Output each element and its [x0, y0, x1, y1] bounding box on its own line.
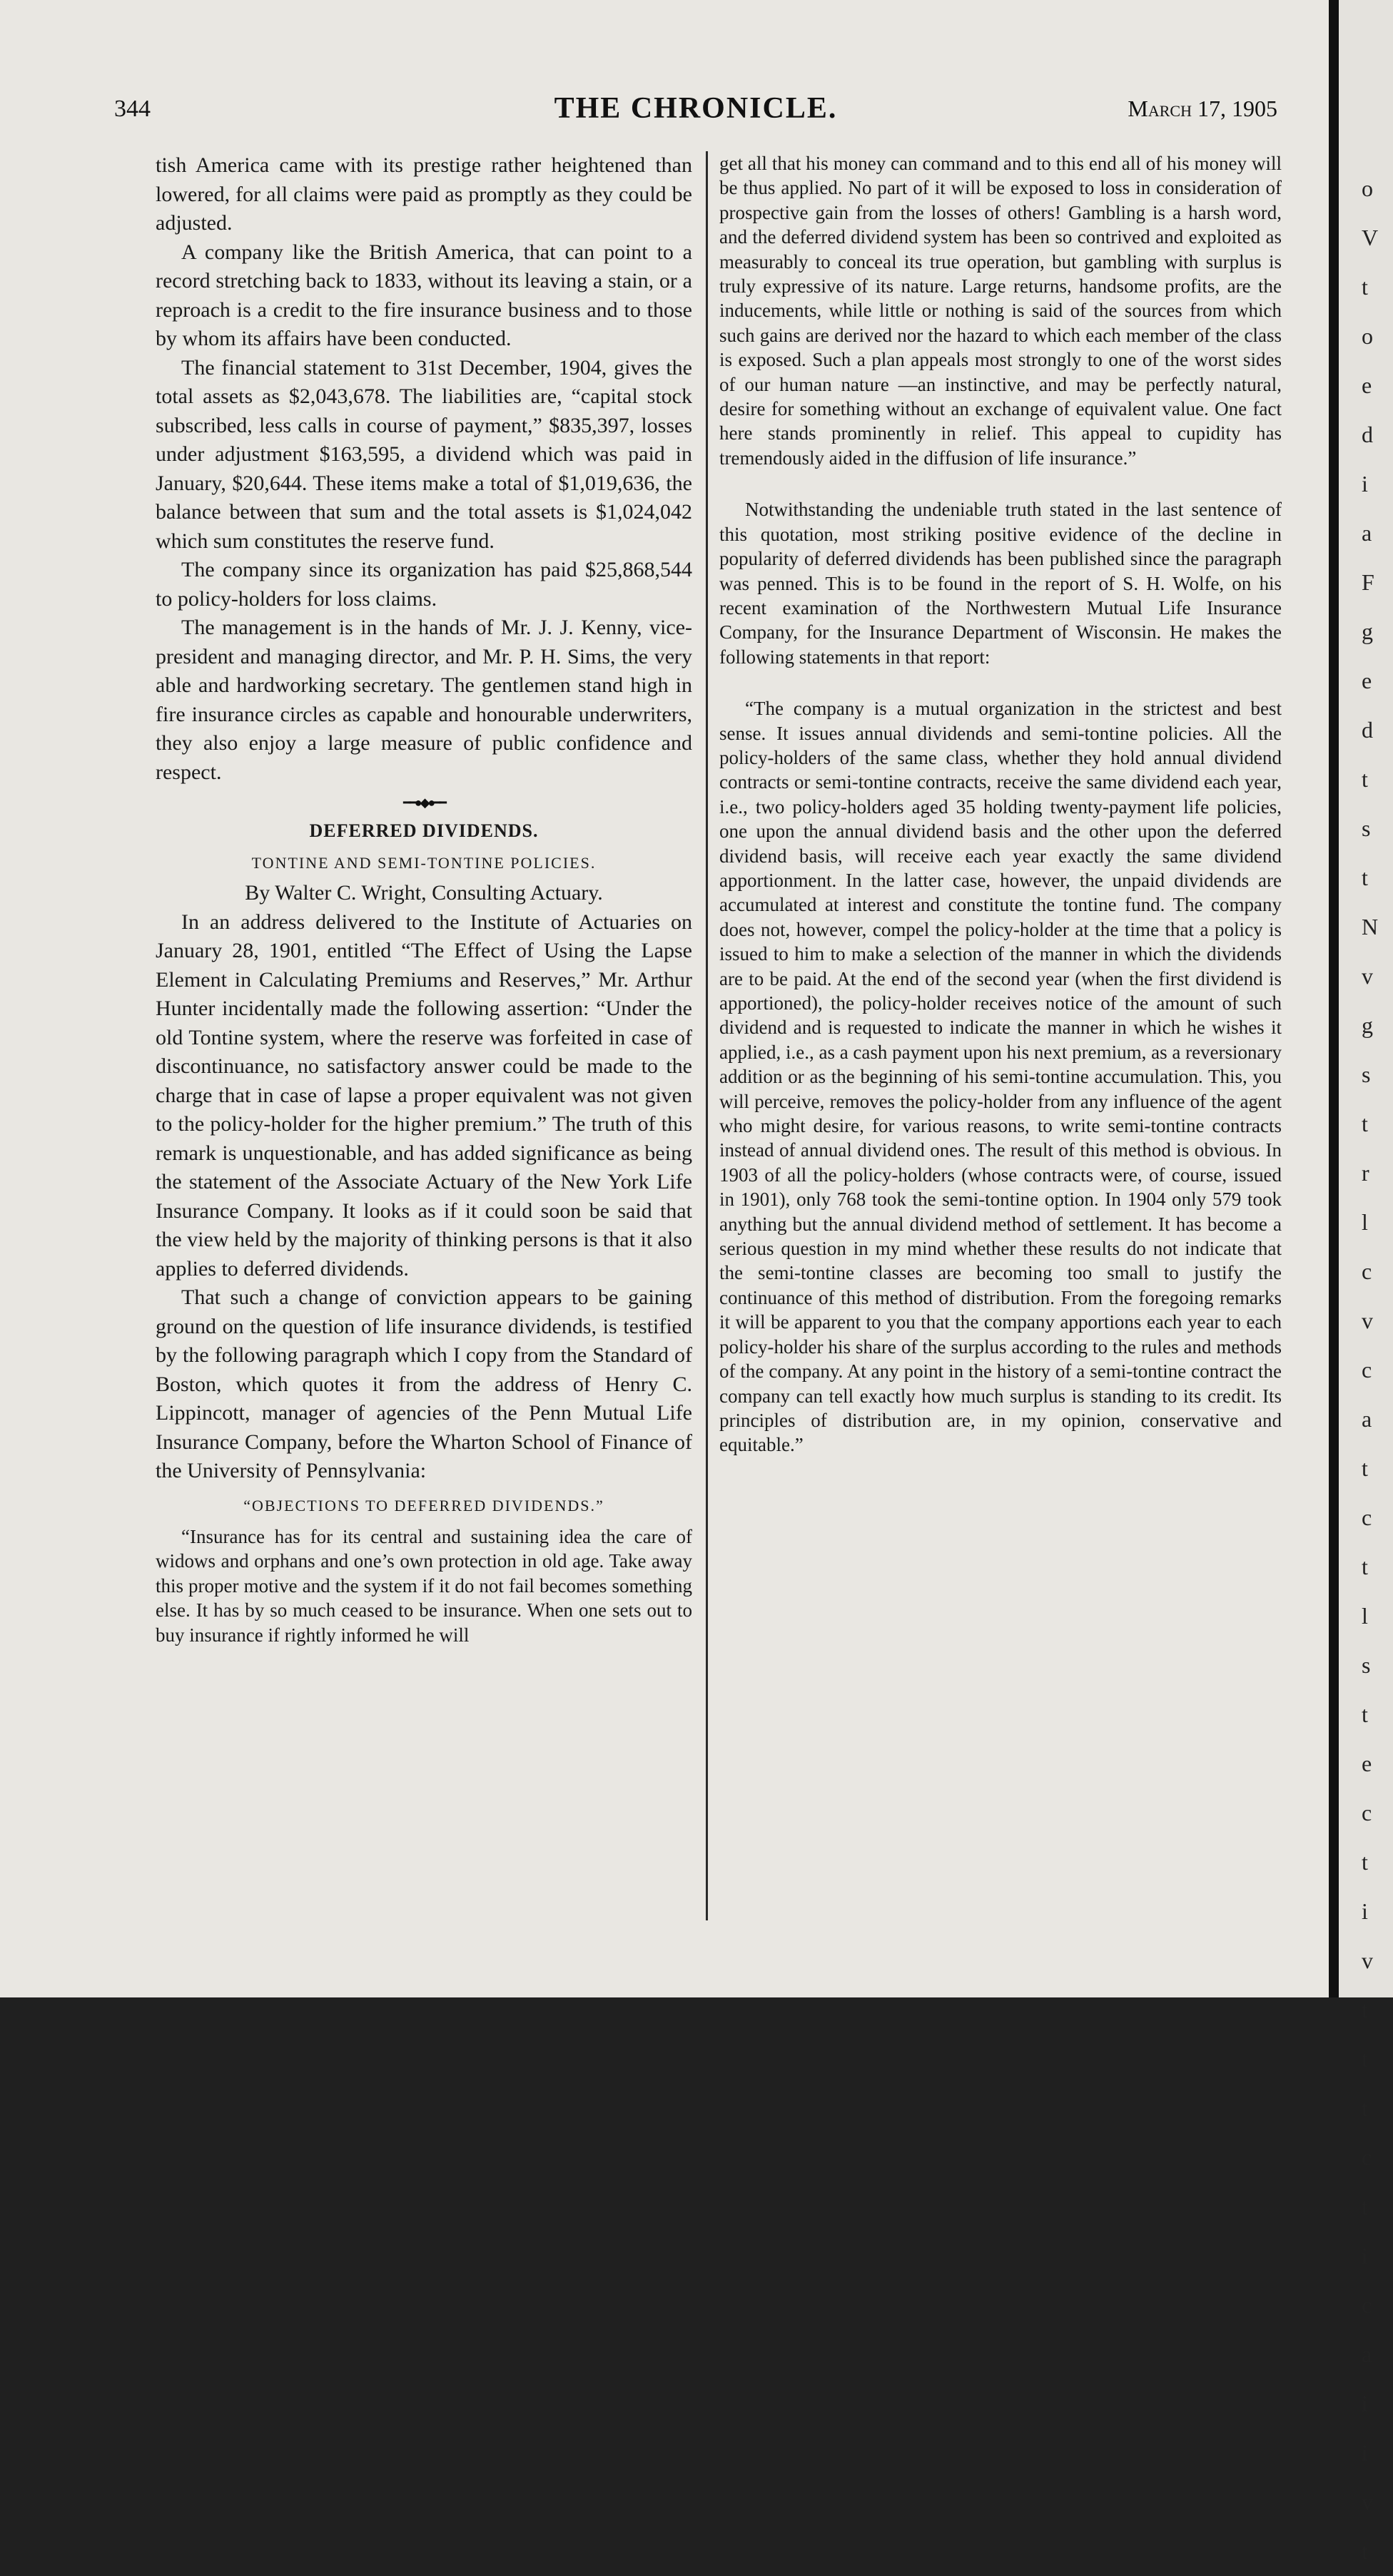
- edge-letter: t: [1362, 1701, 1368, 1727]
- edge-letter: g: [1362, 618, 1373, 644]
- edge-letter: c: [1362, 2292, 1372, 2318]
- edge-letter: r: [1362, 1160, 1369, 1186]
- paragraph: The management is in the hands of Mr. J. J. Kenny, vice-president and managing director, and Mr. P. H. Sims, the very able and hardworking secretary. The gentlemen stand high in fire insurance circles as capable and honourable underwriters, they also enjoy a large measure of public confidence and respect.: [156, 616, 692, 784]
- left-column: [156, 151, 692, 1647]
- edge-letter: v: [1362, 1308, 1373, 1333]
- edge-letter: c: [1362, 1505, 1372, 1530]
- edge-letter: F: [1362, 569, 1374, 595]
- section-ornament: ━━●◆●━━: [403, 795, 445, 810]
- edge-letter: a: [1362, 1406, 1372, 1432]
- column-divider: [706, 151, 708, 1920]
- paragraph: tish America came with its prestige rather heightened than lowered, for all claims were paid as promptly as they could be adjusted.: [156, 153, 692, 235]
- right-column: [719, 151, 1282, 1457]
- paragraph: Notwithstanding the undeniable truth stated in the last sentence of this quotation, most striking positive evidence of the decline in popularity of deferred dividends has been published since the paragraph was penned. This is to be found in the report of S. H. Wolfe, on his recent examination of the Northwestern Mutual Life Insurance Company, for the Insurance Department of Wisconsin. He makes the following statements in that report:: [719, 499, 1282, 668]
- edge-letter: i: [1362, 1898, 1368, 1924]
- quoted-paragraph: “The company is a mutual organization in the strictest and best sense. It issues annual dividends and semi-tontine policies. All the policy-holders of the same class, whether they hold annual dividend contracts or semi-tontine contracts, receive the same dividend each year, i.e., two policy-holders aged 35 holding twenty-payment life policies, one upon the annual dividend basis and the other upon the deferred dividend basis, will receive each year exactly the same dividend apportionment. In the latter case, however, the unpaid dividends are accumulated at interest and constitute the tontine fund. The company does not, however, compel the policy-holder at the time that a policy is issued to him to make a selection of the manner in which the dividends are to be paid. At the end of the second year (when the first dividend is apportioned), the policy-holder receives notice of the amount of such dividend and is requested to indicate the manner in which he wishes it applied, i.e., as a cash payment upon his next premium, as a reversionary addition or as the beginning of his semi-tontine accumulation. This, you will perceive, removes the policy-holder from any influence of the agent who might desire, for various reasons, to write semi-tontine contracts instead of annual dividend ones. The result of this method is obvious. In 1903 of all the policy-holders (whose contracts were, of course, issued in 1901), only 768 took the semi-tontine option. In 1904 only 579 took anything but the annual dividend method of settlement. It has become a serious question in my mind whether these results do not indicate that the semi-tontine classes are becoming too small to justify the continuance of this method of distribution. From the foregoing remarks it will be apparent to you that the company apportions each year to each policy-holder his share of the surplus according to the rules and methods of the company. At any point in the history of a semi-tontine contract the company can tell exactly how much surplus is standing to its credit. Its principles of distribution are, in my opinion, conservative and equitable.”: [719, 698, 1282, 1456]
- paragraph: The company since its organization has paid $25,868,544 to policy-holders for loss claims.: [156, 558, 692, 611]
- quote-heading: “OBJECTIONS TO DEFERRED DIVIDENDS.”: [243, 1496, 604, 1514]
- adjacent-page-edge: [1339, 0, 1393, 2564]
- edge-letter: o: [1362, 175, 1373, 201]
- journal-title: THE CHRONICLE.: [554, 92, 838, 125]
- edge-letter: c: [1362, 1258, 1372, 1284]
- edge-letter: t: [1362, 1997, 1368, 2022]
- edge-letter: t: [1362, 2046, 1368, 2072]
- byline: By Walter C. Wright, Consulting Actuary.: [245, 881, 603, 905]
- edge-letter: e: [1362, 668, 1372, 693]
- edge-letter: t: [1362, 865, 1368, 890]
- edge-letter: i: [1362, 471, 1368, 497]
- edge-letter: t: [1362, 1849, 1368, 1875]
- edge-letter: e: [1362, 372, 1372, 398]
- edge-letter: e: [1362, 1751, 1372, 1776]
- article-title: DEFERRED DIVIDENDS.: [309, 820, 539, 841]
- adjacent-page-letters: [1362, 164, 1378, 2576]
- paragraph: The financial statement to 31st December, 1904, gives the total assets as $2,043,678. The liabilities are, “capital stock subscribed, less calls in course of payment,” $835,397, losses under adjustment $163,595, a dividend which was paid in January, $20,644. These items make a total of $1,019,636, the balance between that sum and the total assets is $1,024,042 which sum constitutes the reserve fund.: [156, 355, 692, 553]
- edge-letter: t: [1362, 274, 1368, 300]
- edge-letter: d: [1362, 717, 1373, 743]
- issue-date: March 17, 1905: [1128, 96, 1277, 121]
- edge-letter: t: [1362, 2194, 1368, 2219]
- paragraph: A company like the British America, that can point to a record stretching back to 1833, without its leaving a stain, or a reproach is a credit to the fire insurance business and to those by whom its affairs have been conducted.: [156, 240, 692, 350]
- edge-letter: c: [1362, 1800, 1372, 1826]
- edge-letter: i: [1362, 2243, 1368, 2269]
- edge-letter: t: [1362, 1554, 1368, 1579]
- article-subtitle: TONTINE AND SEMI-TONTINE POLICIES.: [251, 853, 597, 872]
- edge-letter: v: [1362, 1948, 1373, 1973]
- edge-letter: v: [1362, 963, 1373, 989]
- paragraph: In an address delivered to the Institute of Actuaries on January 28, 1901, entitled “The Effect of Using the Lapse Element in Calculating Premiums and Reserves,” Mr. Arthur Hunter incidentally made the following assertion: “Under the old Tontine system, where the reserve was forfeited in case of discontinuance, no satisfactory answer could be made to the charge that in case of lapse a proper equivalent was not given to the policy-holder for the higher premium.” The truth of this remark is unquestionable, and has added significance as being the statement of the Associate Actuary of the New York Life Insurance Company. It looks as if it could soon be said that the view held by the majority of thinking persons is that it also applies to deferred dividends.: [156, 910, 692, 1281]
- edge-letter: t: [1362, 2095, 1368, 2121]
- edge-letter: v: [1362, 2489, 1373, 2515]
- edge-letter: t: [1362, 2538, 1368, 2564]
- edge-letter: t: [1362, 1111, 1368, 1136]
- edge-letter: l: [1362, 1209, 1368, 1235]
- edge-letter: c: [1362, 2144, 1372, 2170]
- edge-letter: l: [1362, 1603, 1368, 1629]
- edge-letter: V: [1362, 225, 1379, 250]
- page-number: 344: [114, 96, 151, 122]
- edge-letter: a: [1362, 520, 1372, 546]
- edge-letter: a: [1362, 2341, 1372, 2367]
- edge-letter: g: [1362, 1012, 1373, 1038]
- edge-letter: t: [1362, 766, 1368, 792]
- edge-letter: c: [1362, 1357, 1372, 1383]
- edge-letter: d: [1362, 422, 1373, 447]
- edge-letter: i: [1362, 2391, 1368, 2416]
- edge-letter: i: [1362, 2440, 1368, 2465]
- edge-letter: t: [1362, 1455, 1368, 1481]
- edge-letter: N: [1362, 914, 1379, 940]
- edge-letter: s: [1362, 815, 1371, 841]
- edge-letter: s: [1362, 1652, 1371, 1678]
- edge-letter: s: [1362, 1062, 1371, 1087]
- quoted-paragraph: get all that his money can command and to this end all of his money will be thus applied. No part of it will be exposed to loss in consideration of prospective gain from the losses of others! Gambling is a harsh word, and the deferred dividend system has been so contrived and exploited as measurably to conceal its true operation, but gambling with surplus is truly expressive of its nature. Large returns, handsome profits, are the inducements, while little or nothing is said of the sources from which such gains are derived nor the hazard to which each member of the class is exposed. Such a plan appeals most strongly to one of the worst sides of our human nature —an instinctive, and may be perfectly natural, desire for something without an exchange of equivalent value. One fact here stands prominently in relief. This appeal to cupidity has tremendously aided in the diffusion of life insurance.”: [719, 153, 1282, 469]
- edge-letter: o: [1362, 323, 1373, 349]
- quoted-paragraph: “Insurance has for its central and sustaining idea the care of widows and orphans and one’s own protection in old age. Take away this proper motive and the system if it do not fail becomes something else. It has by so much ceased to be insurance. When one sets out to buy insurance if rightly informed he will: [156, 1526, 692, 1646]
- paragraph: That such a change of conviction appears to be gaining ground on the question of life insurance dividends, is testified by the following paragraph which I copy from the Standard of Boston, which quotes it from the address of Henry C. Lippincott, manager of agencies of the Penn Mutual Life Insurance Company, before the Wharton School of Finance of the University of Pennsylvania:: [156, 1286, 692, 1482]
- page-header: [114, 91, 1277, 134]
- page-gutter: [1329, 0, 1339, 1997]
